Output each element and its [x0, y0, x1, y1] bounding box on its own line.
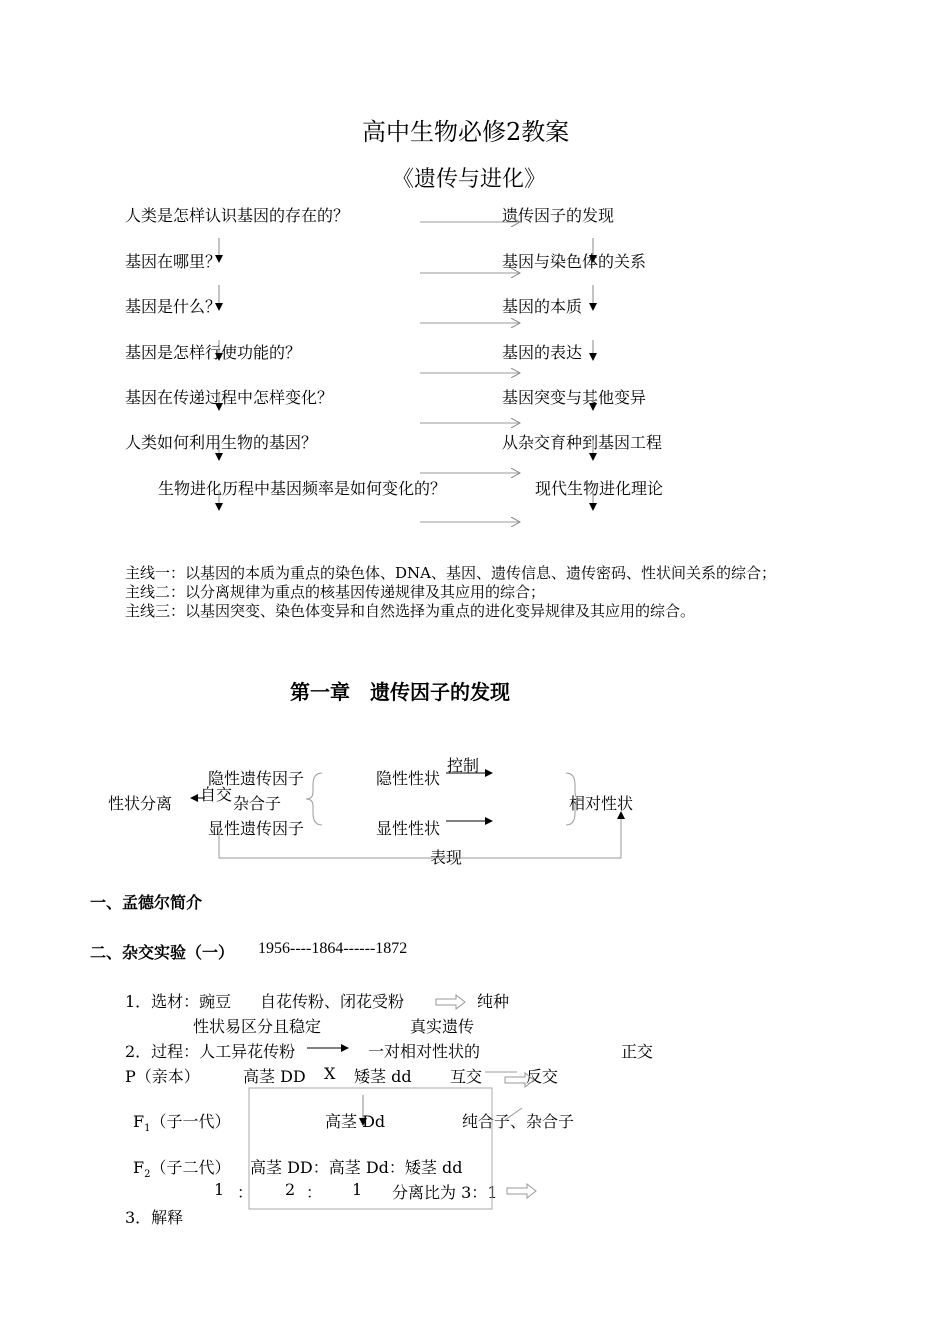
topic-4: 基因的表达 [502, 343, 583, 362]
concept-dominant-factor: 显性遗传因子 [208, 819, 305, 838]
concept-recessive-trait: 隐性性状 [376, 769, 441, 788]
f1-note: 纯合子、杂合子 [462, 1112, 575, 1131]
f1-label: $F_1$（子一代） [133, 1112, 231, 1135]
p-generation-label: P（亲本） [125, 1067, 200, 1086]
p-reciprocal: 互交 [450, 1067, 483, 1086]
concept-dominant-trait: 显性性状 [376, 819, 441, 838]
item-3-label: 3．解释 [125, 1208, 184, 1227]
question-6: 人类如何利用生物的基因？ [125, 433, 318, 452]
mainline-3: 主线三：以基因突变、染色体变异和自然选择为重点的进化变异规律及其应用的综合。 [125, 602, 696, 620]
p-tall: 高茎 DD [243, 1067, 306, 1086]
concept-trait-separation: 性状分离 [108, 794, 173, 813]
concept-selfing: 自交 [200, 785, 233, 804]
question-7: 生物进化历程中基因频率是如何变化的？ [158, 479, 447, 498]
concept-recessive-factor: 隐性遗传因子 [208, 769, 305, 788]
f2-value: 高茎 DD：高茎 Dd：矮茎 dd [250, 1158, 463, 1177]
section-1-heading: 一、孟德尔简介 [90, 893, 203, 912]
p-cross-symbol: X [324, 1064, 336, 1083]
question-4: 基因是怎样行使功能的？ [125, 343, 302, 362]
question-2: 基因在哪里？ [125, 252, 222, 271]
chapter-title: 第一章 遗传因子的发现 [290, 680, 510, 704]
concept-map-lines [191, 773, 621, 858]
concept-express: 表现 [430, 848, 463, 867]
ratio-text: 分离比为 3：1 [392, 1183, 498, 1202]
f2-label: $F_2$（子二代） [133, 1158, 231, 1181]
concept-heterozygote: 杂合子 [233, 794, 282, 813]
item-2-label: 2．过程：人工异花传粉 [125, 1042, 296, 1061]
topic-6: 从杂交育种到基因工程 [502, 433, 663, 452]
topic-2: 基因与染色体的关系 [502, 252, 647, 271]
mainline-2: 主线二：以分离规律为重点的核基因传递规律及其应用的综合； [125, 583, 546, 601]
concept-control: 控制 [447, 756, 480, 775]
topic-7: 现代生物进化理论 [535, 479, 664, 498]
question-3: 基因是什么？ [125, 297, 222, 316]
item-1-label: 1．选材：豌豆 [125, 992, 232, 1011]
item-2-middle: 一对相对性状的 [368, 1042, 481, 1061]
section-2-years: 1956----1864------1872 [258, 940, 408, 957]
item-1-right: 纯种 [477, 992, 510, 1011]
question-5: 基因在传递过程中怎样变化？ [125, 388, 334, 407]
ratio-2: 2 [285, 1180, 296, 1199]
ratio-colon-1: ： [237, 1183, 254, 1202]
overview-horizontal-arrows [420, 222, 520, 522]
document-title: 高中生物必修2教案 [362, 118, 570, 146]
f1-value: 高茎 Dd [325, 1112, 386, 1131]
item-1-line2-middle: 性状易区分且稳定 [193, 1017, 322, 1036]
topic-1: 遗传因子的发现 [502, 206, 615, 225]
mainline-1: 主线一：以基因的本质为重点的染色体、DNA、基因、遗传信息、遗传密码、性状间关系的综合； [125, 564, 776, 582]
concept-relative-trait: 相对性状 [569, 794, 634, 813]
topic-3: 基因的本质 [502, 297, 583, 316]
document-subtitle: 《遗传与进化》 [392, 167, 547, 192]
p-reverse: 反交 [526, 1067, 559, 1086]
item-1-middle: 自花传粉、闭花受粉 [260, 992, 405, 1011]
experiment-arrows [249, 995, 536, 1209]
item-1-line2-right: 真实遗传 [410, 1017, 475, 1036]
topic-5: 基因突变与其他变异 [502, 388, 647, 407]
item-2-right: 正交 [621, 1042, 654, 1061]
section-2-heading: 二、杂交实验（一） [90, 943, 235, 962]
p-short: 矮茎 dd [354, 1067, 412, 1086]
ratio-3: 1 [352, 1180, 363, 1199]
ratio-colon-2: ： [306, 1183, 323, 1202]
question-1: 人类是怎样认识基因的存在的？ [125, 206, 350, 225]
ratio-1: 1 [214, 1180, 225, 1199]
